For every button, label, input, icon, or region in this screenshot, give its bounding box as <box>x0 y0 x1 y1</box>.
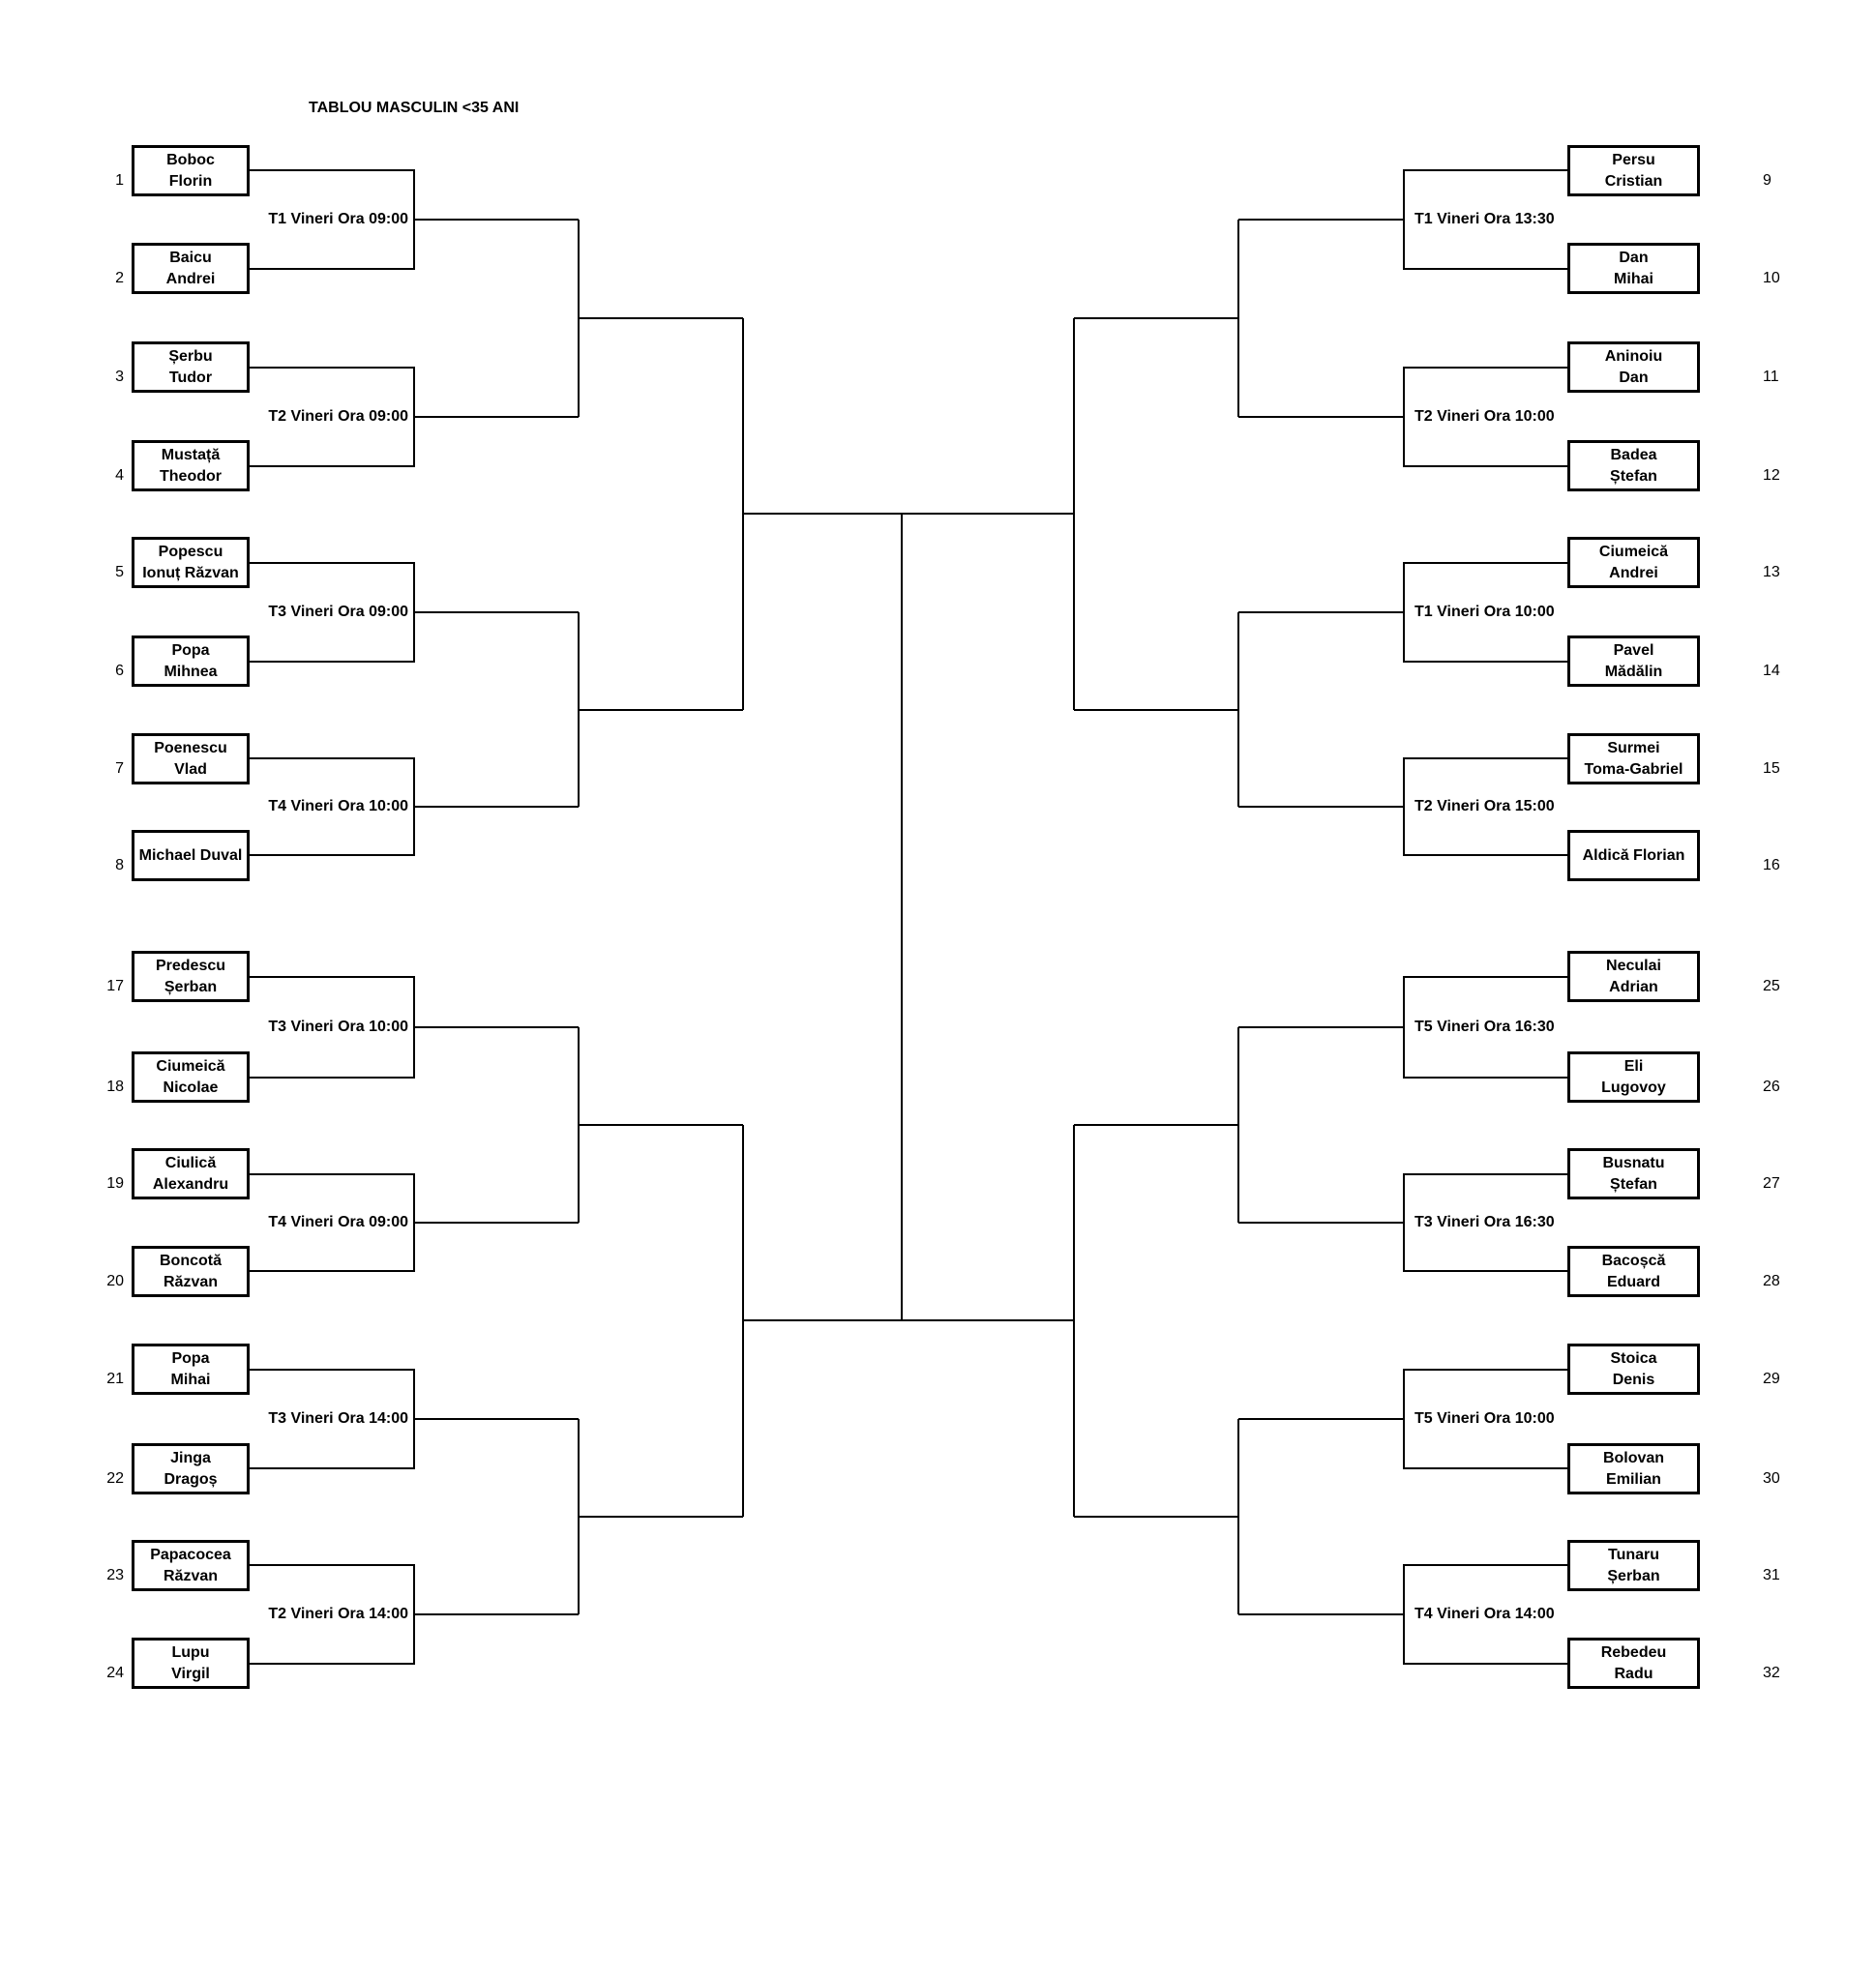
player-name-line: Vlad <box>174 760 207 778</box>
player-box-18 <box>132 1051 250 1103</box>
player-box-29 <box>1567 1344 1700 1395</box>
player-box-28 <box>1567 1246 1700 1297</box>
player-name-line: Stoica <box>1610 1349 1657 1367</box>
player-name-line: Busnatu <box>1602 1154 1665 1171</box>
player-name-line: Andrei <box>165 270 216 287</box>
player-name-line: Poenescu <box>154 739 227 756</box>
player-name-line: Florin <box>168 172 213 190</box>
player-box-2 <box>132 243 250 294</box>
player-name-line: Toma-Gabriel <box>1584 760 1683 778</box>
player-name-line: Răzvan <box>163 1273 219 1290</box>
player-name-line: Rebedeu <box>1600 1643 1667 1661</box>
player-box-14 <box>1567 636 1700 687</box>
player-name-line: Jinga <box>170 1449 211 1466</box>
player-name-line: Dan <box>1619 249 1649 266</box>
match-label: T3 Vineri Ora 16:30 <box>1414 1214 1555 1230</box>
player-name-line: Bolovan <box>1602 1449 1665 1466</box>
player-box-31 <box>1567 1540 1700 1591</box>
seed-number-8: 8 <box>115 857 124 873</box>
player-name-line: Predescu <box>155 957 226 974</box>
match-label: T5 Vineri Ora 16:30 <box>1414 1019 1555 1035</box>
player-name-line: Ciumeică <box>1598 543 1669 560</box>
player-box-30 <box>1567 1443 1700 1494</box>
seed-number-9: 9 <box>1763 172 1772 189</box>
player-box-20 <box>132 1246 250 1297</box>
player-name-line: Pavel <box>1613 641 1654 659</box>
seed-number-29: 29 <box>1763 1371 1780 1387</box>
match-label: T3 Vineri Ora 14:00 <box>268 1410 408 1427</box>
player-name-line: Alexandru <box>152 1175 229 1193</box>
player-name-line: Șerban <box>1607 1567 1660 1584</box>
match-label: T2 Vineri Ora 10:00 <box>1414 408 1555 425</box>
player-box-10 <box>1567 243 1700 294</box>
player-name-line: Emilian <box>1606 1470 1661 1488</box>
player-box-9 <box>1567 145 1700 196</box>
player-box-3 <box>132 341 250 393</box>
player-box-8 <box>132 830 250 881</box>
player-name-line: Persu <box>1612 151 1655 168</box>
player-name-line: Ștefan <box>1610 467 1657 485</box>
match-label: T2 Vineri Ora 14:00 <box>268 1606 408 1622</box>
player-name-line: Popa <box>171 641 210 659</box>
seed-number-10: 10 <box>1763 270 1780 286</box>
player-name-line: Ciulică <box>164 1154 217 1171</box>
player-name-line: Denis <box>1612 1371 1655 1388</box>
player-box-23 <box>132 1540 250 1591</box>
seed-number-16: 16 <box>1763 857 1780 873</box>
player-name-line: Neculai <box>1606 957 1661 974</box>
player-box-25 <box>1567 951 1700 1002</box>
player-box-19 <box>132 1148 250 1199</box>
seed-number-7: 7 <box>115 760 124 777</box>
player-name-line: Șerban <box>164 978 218 995</box>
player-box-12 <box>1567 440 1700 491</box>
player-name-line: Mădălin <box>1604 663 1663 680</box>
seed-number-22: 22 <box>106 1470 124 1487</box>
seed-number-30: 30 <box>1763 1470 1780 1487</box>
seed-number-11: 11 <box>1763 369 1779 385</box>
match-label: T4 Vineri Ora 09:00 <box>268 1214 408 1230</box>
player-name-line: Theodor <box>160 467 222 485</box>
player-name-line: Aldică Florian <box>1582 846 1685 864</box>
match-label: T2 Vineri Ora 15:00 <box>1414 798 1555 814</box>
seed-number-17: 17 <box>106 978 124 994</box>
seed-number-5: 5 <box>115 564 124 580</box>
player-name-line: Popa <box>171 1349 210 1367</box>
player-name-line: Papacocea <box>150 1546 231 1563</box>
match-label: T5 Vineri Ora 10:00 <box>1414 1410 1555 1427</box>
player-name-line: Popescu <box>158 543 223 560</box>
match-label: T2 Vineri Ora 09:00 <box>268 408 408 425</box>
seed-number-26: 26 <box>1763 1079 1780 1095</box>
seed-number-21: 21 <box>106 1371 124 1387</box>
seed-number-12: 12 <box>1763 467 1780 484</box>
seed-number-32: 32 <box>1763 1665 1780 1681</box>
page-title: TABLOU MASCULIN <35 ANI <box>309 100 520 116</box>
player-name-line: Dragoș <box>164 1470 218 1488</box>
player-box-16 <box>1567 830 1700 881</box>
player-name-line: Badea <box>1610 446 1657 463</box>
seed-number-6: 6 <box>115 663 124 679</box>
player-box-26 <box>1567 1051 1700 1103</box>
player-name-line: Bacoșcă <box>1601 1252 1666 1269</box>
match-label: T3 Vineri Ora 10:00 <box>268 1019 408 1035</box>
seed-number-13: 13 <box>1763 564 1780 580</box>
player-name-line: Michael Duval <box>138 846 243 864</box>
match-label: T1 Vineri Ora 13:30 <box>1414 211 1555 227</box>
player-name-line: Tudor <box>168 369 213 386</box>
player-box-11 <box>1567 341 1700 393</box>
match-label: T1 Vineri Ora 09:00 <box>268 211 408 227</box>
player-box-24 <box>132 1638 250 1689</box>
player-name-line: Nicolae <box>163 1079 219 1096</box>
player-name-line: Surmei <box>1607 739 1660 756</box>
player-name-line: Mihai <box>1614 270 1653 287</box>
player-name-line: Adrian <box>1609 978 1658 995</box>
player-box-5 <box>132 537 250 588</box>
player-name-line: Răzvan <box>163 1567 219 1584</box>
player-name-line: Boncotă <box>160 1252 222 1269</box>
player-name-line: Lupu <box>171 1643 210 1661</box>
seed-number-27: 27 <box>1763 1175 1780 1192</box>
player-name-line: Virgil <box>171 1665 210 1682</box>
player-name-line: Șerbu <box>168 347 213 365</box>
player-name-line: Dan <box>1619 369 1649 386</box>
player-box-27 <box>1567 1148 1700 1199</box>
seed-number-24: 24 <box>106 1665 124 1681</box>
player-name-line: Cristian <box>1604 172 1663 190</box>
seed-number-19: 19 <box>106 1175 124 1192</box>
player-box-32 <box>1567 1638 1700 1689</box>
seed-number-15: 15 <box>1763 760 1780 777</box>
player-box-4 <box>132 440 250 491</box>
player-name-line: Mihnea <box>164 663 218 680</box>
player-name-line: Baicu <box>169 249 212 266</box>
player-name-line: Mihai <box>170 1371 211 1388</box>
seed-number-28: 28 <box>1763 1273 1780 1289</box>
player-name-line: Mustață <box>161 446 221 463</box>
player-name-line: Ciumeică <box>156 1057 225 1075</box>
seed-number-31: 31 <box>1763 1567 1780 1583</box>
player-name-line: Tunaru <box>1607 1546 1660 1563</box>
player-box-17 <box>132 951 250 1002</box>
match-label: T3 Vineri Ora 09:00 <box>268 604 408 620</box>
player-name-line: Boboc <box>166 151 215 168</box>
player-box-21 <box>132 1344 250 1395</box>
player-name-line: Ștefan <box>1610 1175 1657 1193</box>
seed-number-2: 2 <box>115 270 124 286</box>
player-name-line: Eli <box>1623 1057 1644 1075</box>
player-name-line: Ionuț Răzvan <box>142 564 239 581</box>
player-name-line: Eduard <box>1606 1273 1661 1290</box>
seed-number-25: 25 <box>1763 978 1780 994</box>
player-name-line: Andrei <box>1609 564 1658 581</box>
player-box-13 <box>1567 537 1700 588</box>
seed-number-23: 23 <box>106 1567 124 1583</box>
player-box-6 <box>132 636 250 687</box>
player-name-line: Radu <box>1614 1665 1653 1682</box>
player-name-line: Lugovoy <box>1601 1079 1666 1096</box>
seed-number-3: 3 <box>115 369 124 385</box>
player-box-22 <box>132 1443 250 1494</box>
player-name-line: Aninoiu <box>1604 347 1663 365</box>
match-label: T4 Vineri Ora 10:00 <box>268 798 408 814</box>
player-box-15 <box>1567 733 1700 784</box>
match-label: T4 Vineri Ora 14:00 <box>1414 1606 1555 1622</box>
player-box-7 <box>132 733 250 784</box>
match-label: T1 Vineri Ora 10:00 <box>1414 604 1555 620</box>
seed-number-20: 20 <box>106 1273 124 1289</box>
player-box-1 <box>132 145 250 196</box>
seed-number-1: 1 <box>115 172 124 189</box>
seed-number-14: 14 <box>1763 663 1780 679</box>
seed-number-4: 4 <box>115 467 124 484</box>
seed-number-18: 18 <box>106 1079 124 1095</box>
